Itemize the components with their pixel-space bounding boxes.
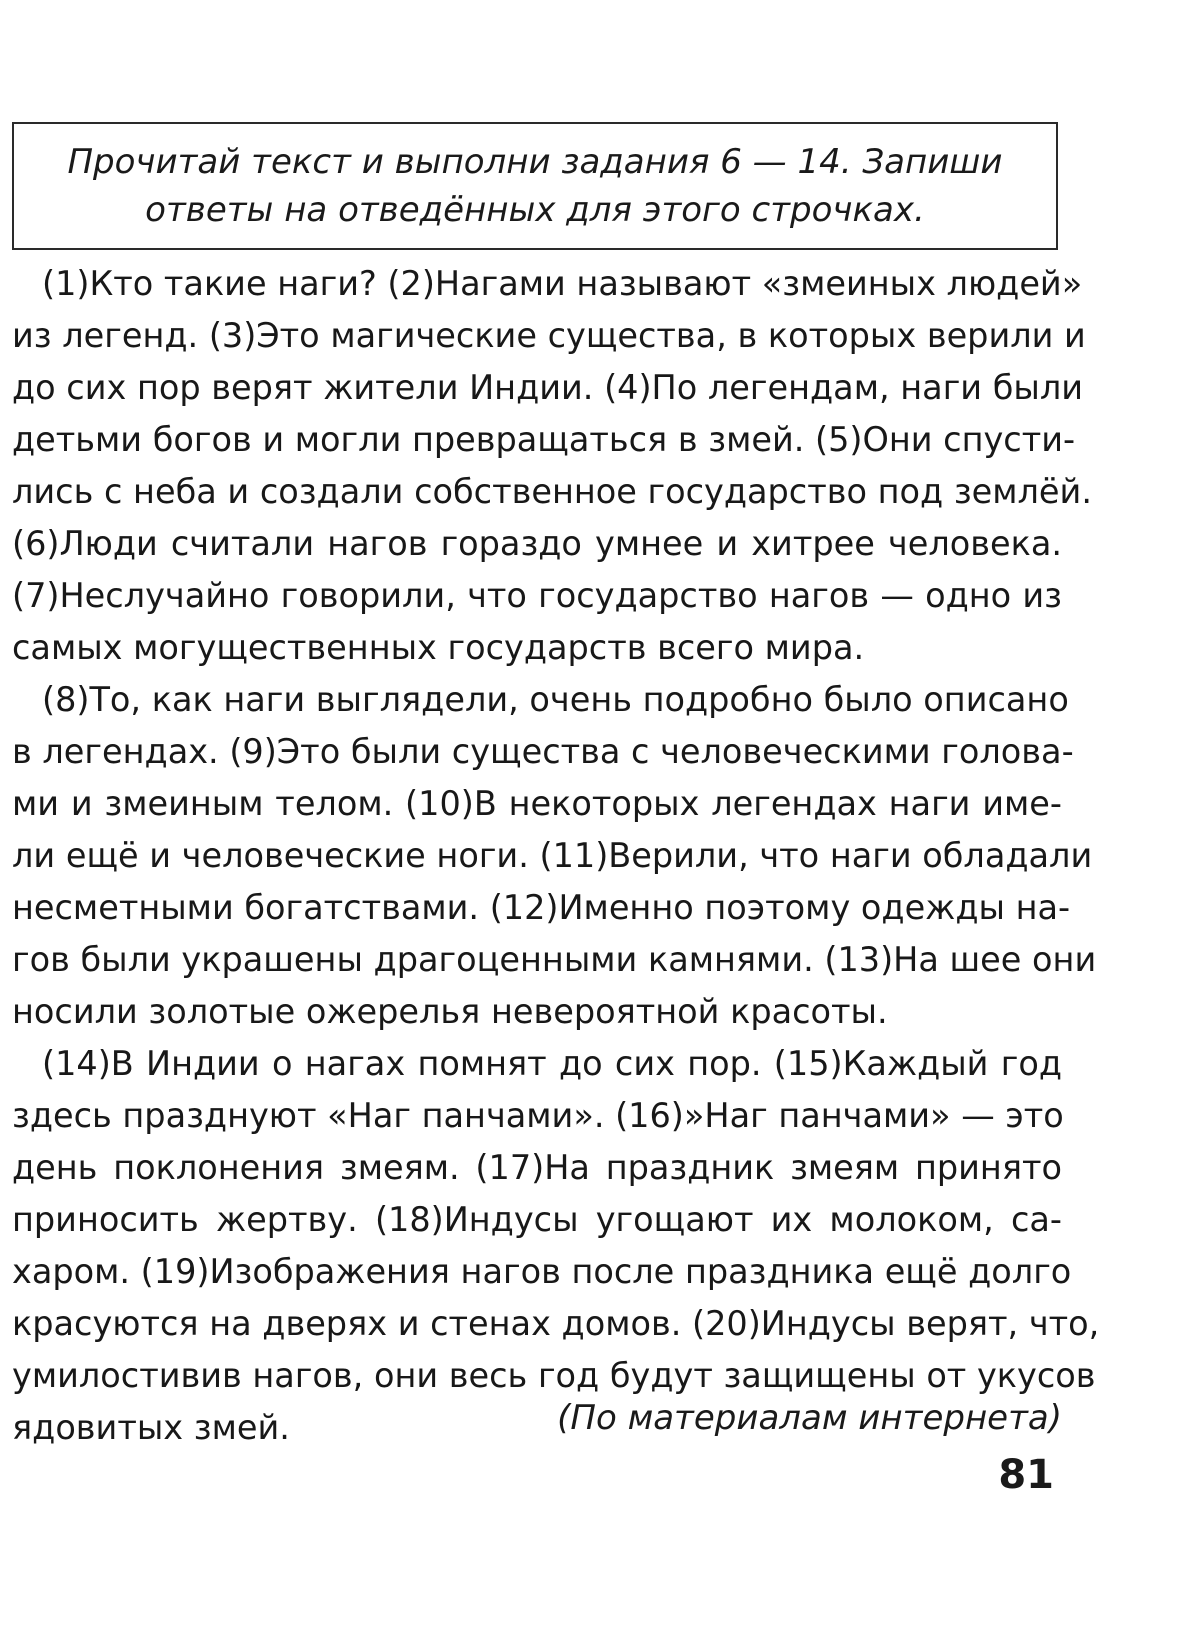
paragraph-2: [12, 674, 1097, 1038]
paragraph-line: (14)В Индии о нагах помнят до сих пор. (15)Каждый год: [42, 1044, 1062, 1083]
paragraph-line: ядовитых змей.: [12, 1408, 290, 1447]
instruction-line-2: ответы на отведённых для этого строчках.: [145, 190, 925, 230]
paragraph-line: ли ещё и человеческие ноги. (11)Верили, что наги обладали: [12, 836, 1093, 875]
paragraph-line: красуются на дверях и стенах домов. (20)Индусы верят, что,: [12, 1304, 1100, 1343]
task-instruction-box: [12, 122, 1058, 250]
paragraph-line: в легендах. (9)Это были существа с человеческими голова-: [12, 732, 1074, 771]
paragraph-line: до сих пор верят жители Индии. (4)По легендам, наги были: [12, 368, 1084, 407]
paragraph-line: умилостивив нагов, они весь год будут защищены от укусов: [12, 1356, 1096, 1395]
paragraph-line: самых могущественных государств всего мира.: [12, 628, 865, 667]
source-citation: (По материалам интернета): [557, 1398, 1062, 1438]
paragraph-1: [12, 258, 1092, 674]
paragraph-line: гов были украшены драгоценными камнями. (13)На шее они: [12, 940, 1097, 979]
paragraph-line: несметными богатствами. (12)Именно поэтому одежды на-: [12, 888, 1071, 927]
paragraph-line: (8)То, как наги выглядели, очень подробно было описано: [42, 680, 1069, 719]
paragraph-line: харом. (19)Изображения нагов после праздника ещё долго: [12, 1252, 1072, 1291]
page-number: 81: [998, 1452, 1054, 1498]
paragraph-line: лись с неба и создали собственное государство под землёй.: [12, 472, 1092, 511]
paragraph-line: здесь празднуют «Наг панчами». (16)»Наг панчами» — это: [12, 1096, 1064, 1135]
paragraph-3: [12, 1038, 1100, 1454]
paragraph-line: день поклонения змеям. (17)На праздник змеям принято: [12, 1148, 1062, 1187]
paragraph-line: приносить жертву. (18)Индусы угощают их молоком, са-: [12, 1200, 1062, 1239]
paragraph-line: (6)Люди считали нагов гораздо умнее и хитрее человека.: [12, 524, 1062, 563]
paragraph-line: (1)Кто такие наги? (2)Нагами называют «змеиных людей»: [42, 264, 1083, 303]
paragraph-line: детьми богов и могли превращаться в змей. (5)Они спусти-: [12, 420, 1076, 459]
reading-passage: [12, 258, 1100, 1454]
paragraph-line: носили золотые ожерелья невероятной красоты.: [12, 992, 888, 1031]
paragraph-line: из легенд. (3)Это магические существа, в которых верили и: [12, 316, 1086, 355]
paragraph-line: ми и змеиным телом. (10)В некоторых легендах наги име-: [12, 784, 1062, 823]
instruction-line-1: Прочитай текст и выполни задания 6 — 14. Запиши: [67, 142, 1003, 182]
paragraph-line: (7)Неслучайно говорили, что государство нагов — одно из: [12, 576, 1062, 615]
